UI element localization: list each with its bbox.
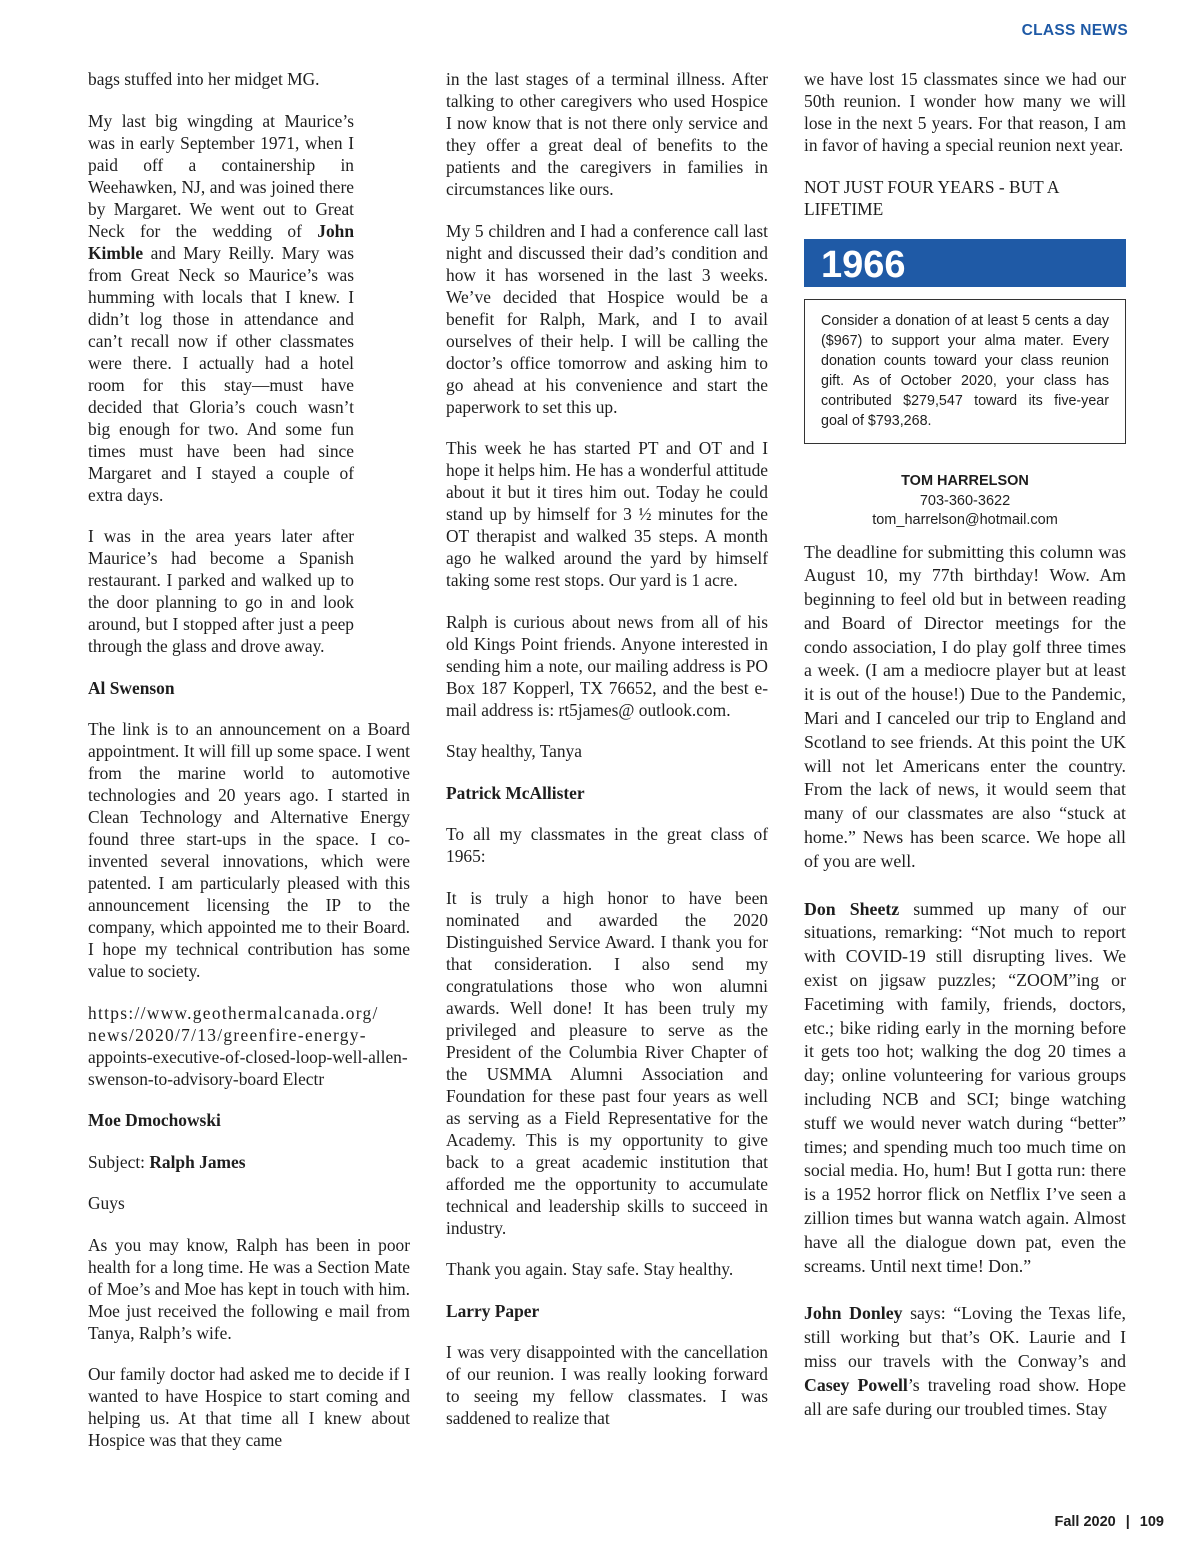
author-heading: Larry Paper: [446, 1300, 540, 1321]
class-year-banner: 1966: [804, 239, 1126, 287]
paragraph: Stay healthy, Tanya: [446, 741, 582, 761]
paragraph: Our family doctor had asked me to decide if I wanted to have Hospice to start coming and helping us. At that time all I knew about Hospice was that they came: [88, 1364, 410, 1450]
donation-box: Consider a donation of at least 5 cents a day ($967) to support your alma mater. Every donation counts toward your class reunion gift. As of October 2020, your class has contributed $279,547 toward its five-year goal of $793,268.: [804, 299, 1126, 444]
page-number: 109: [1139, 1514, 1164, 1530]
column-1: [88, 68, 410, 1471]
column-3: [804, 68, 1126, 1445]
text: and Mary Reilly. Mary was from Great Neck so Maurice’s was humming with locals that I knew. I didn’t log those in attendance and can’t recall now if other classmates were there. I actually had a hotel room for this stay—must have decided that Gloria’s couch wasn’t big enough for two. And some fun times must have been had since Margaret and I stayed a couple of extra days.: [88, 242, 354, 505]
text: ’s traveling road show. Hope all are safe during our troubled times. Stay: [804, 1374, 1126, 1419]
link-url[interactable]: appoints-executive-of-closed-loop-well-allen-swenson-to-advisory-board Electr: [88, 1046, 408, 1089]
subject-line: [88, 1151, 410, 1173]
classmate-name: Casey Powell: [804, 1374, 908, 1395]
text: summed up many of our situations, remarking: “Not much to report with COVID-19 still disrupting lives. We exist on jigsaw puzzles; “ZOOM”ing or Facetiming with family, friends, doctors, etc.; bike riding early in the morning before it gets too hot; walking the dog 20 times a day; online volunteering for various groups including NCB and SCI; binge watching stuff we would never watch during “better” times; and spending much too much time on social media. Ho, hum! But I gotta run: there is a 1952 horror flick on Netflix I’ve seen a zillion times but wanna watch again. Almost have all the dialogue down pat, even the screams. Until next time! Don.”: [804, 898, 1126, 1276]
column-2: [446, 68, 768, 1449]
text: says: “Loving the Texas life, still working but that’s OK. Laurie and I miss our travels with the Conway’s and: [804, 1303, 1126, 1371]
author-heading: Patrick McAllister: [446, 782, 585, 803]
paragraph: My 5 children and I had a conference call last night and discussed their dad’s condition and how it has worsened in the last 3 weeks. We’ve decided that Hospice would be a benefit for Ralph, Mark, and I to avail ourselves of their help. I will be calling the doctor’s office tomorrow and asking him to go ahead at his convenience and start the paperwork to set this up.: [446, 220, 768, 417]
paragraph: Thank you again. Stay safe. Stay healthy.: [446, 1259, 734, 1279]
footer-separator: |: [1125, 1514, 1130, 1530]
class-correspondent: [804, 472, 1126, 531]
author-heading: Moe Dmochowski: [88, 1110, 221, 1130]
page-footer: [1054, 1514, 1164, 1530]
paragraph: I was in the area years later after Maurice’s had become a Spanish restaurant. I parked and walked up to the door planning to go in and look around, but I stopped after just a peep through the glass and drove away.: [88, 526, 354, 656]
paragraph: bags stuffed into her midget MG.: [88, 69, 320, 89]
paragraph: As you may know, Ralph has been in poor health for a long time. He was a Section Mate of Moe’s and Moe has kept in touch with him. Moe just received the following e mail from Tanya, Ralph’s wife.: [88, 1234, 410, 1343]
section-label: CLASS NEWS: [1021, 22, 1128, 39]
author-heading: Al Swenson: [88, 677, 175, 698]
paragraph: [804, 898, 1126, 1279]
correspondent-email[interactable]: tom_harrelson@hotmail.com: [872, 512, 1058, 528]
correspondent-name: TOM HARRELSON: [901, 473, 1029, 489]
paragraph: It is truly a high honor to have been nominated and awarded the 2020 Distinguished Service Award. I thank you for that consideration. I also send my congratulations those who won alumni awards. Well done! It has been truly my privileged and pleasure to serve as the President of the Columbia River Chapter of the USMMA Alumni Association and Foundation for these past four years as well as serving as a Field Representative for the Academy. This is my opportunity to give back to a great academic institution that afforded me the opportunity to accumulate technical and leadership skills to succeed in industry.: [446, 887, 768, 1238]
text: My last big wingding at Maurice’s was in early September 1971, when I paid off a containership in Weehawken, NJ, and was joined there by Margaret. We went out to Great Neck for the wedding of: [88, 110, 354, 241]
paragraph: we have lost 15 classmates since we had our 50th reunion. I wonder how many we will lose in the next 5 years. For that reason, I am in favor of having a special reunion next year.: [804, 69, 1126, 155]
issue-label: Fall 2020: [1054, 1514, 1116, 1530]
paragraph: To all my classmates in the great class of 1965:: [446, 824, 768, 866]
paragraph: This week he has started PT and OT and I hope it helps him. He has a wonderful attitude about it but it tires him out. Today he could stand up by himself for 3 ½ minutes for the OT therapist and walked 35 steps. A month ago he walked around the yard by himself taking some rest stops. Our yard is 1 acre.: [446, 438, 768, 590]
link-url[interactable]: news/2020/7/13/greenfire-energy-: [88, 1024, 367, 1045]
subject-label: Subject:: [88, 1151, 150, 1172]
classmate-name: Ralph James: [149, 1151, 246, 1172]
paragraph: Guys: [88, 1193, 125, 1213]
classmate-name: John Donley: [804, 1303, 903, 1324]
url-paragraph: [88, 1002, 410, 1090]
classmate-name: John Kimble: [88, 220, 354, 263]
correspondent-phone: 703-360-3622: [919, 492, 1011, 509]
paragraph: in the last stages of a terminal illness. After talking to other caregivers who used Hospice I now know that is not there only service and they offer a great deal of benefits to the patients and the caregivers in families in circumstances like ours.: [446, 69, 768, 199]
classmate-name: Don Sheetz: [804, 898, 900, 919]
column-3-body: [804, 541, 1126, 1422]
paragraph: NOT JUST FOUR YEARS - BUT A LIFETIME: [804, 176, 1059, 219]
paragraph: The deadline for submitting this column was August 10, my 77th birthday! Wow. Am beginning to feel old but in between reading and Board of Director meetings for the condo association, I do play golf three times a week. (I am a mediocre player but at least it is out of the house!) Due to the Pandemic, Mari and I canceled our trip to England and Scotland to see friends. At this point the UK will not let Americans enter the country. From the lack of news, it would seem that many of our classmates are also “stuck at home.” News has been scarce. We hope all of you are well.: [804, 541, 1126, 871]
paragraph: The link is to an announcement on a Board appointment. It will fill up some space. I went from the marine world to automotive technologies and 20 years ago. I started in Clean Technology and Alternative Energy found three start-ups in the space. I co-invented several innovations, which were patented. I am particularly pleased with this announcement licensing the IP to the company, which appointed me to their Board. I hope my technical contribution has some value to society.: [88, 719, 410, 981]
paragraph: [88, 110, 354, 506]
paragraph: [804, 1302, 1126, 1421]
paragraph: I was very disappointed with the cancellation of our reunion. I was really looking forward to seeing my fellow classmates. I was saddened to realize that: [446, 1342, 768, 1428]
paragraph: Ralph is curious about news from all of his old Kings Point friends. Anyone interested in sending him a note, our mailing address is PO Box 187 Kopperl, TX 76652, and the best e-mail address is: rt5james@ outlook.com.: [446, 611, 768, 720]
link-url[interactable]: https://www.geothermalcanada.org/: [88, 1002, 379, 1023]
